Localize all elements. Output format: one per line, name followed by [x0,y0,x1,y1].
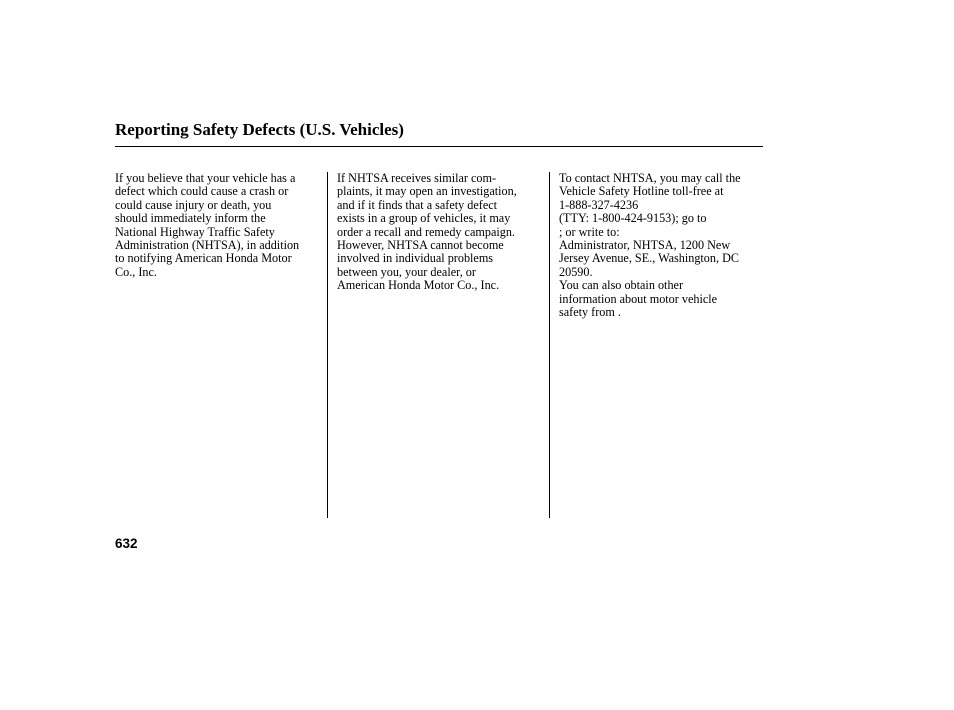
column-3 [559,172,763,319]
paragraph: If you believe that your vehicle has a defect which could cause a crash or could cause injury or death, you should immediately inform the National Highway Traffic Safety Administration (NHTSA), in addition to notifying American Honda Motor Co., Inc. [115,171,300,279]
column-1 [115,172,323,279]
page-number: 632 [115,536,138,551]
paragraph: You can also obtain other information about motor vehicle safety from . [559,278,718,320]
column-2 [337,172,543,293]
title-divider [115,146,763,147]
page-title: Reporting Safety Defects (U.S. Vehicles) [115,120,404,139]
paragraph: To contact NHTSA, you may call the Vehicle Safety Hotline toll-free at 1-888-327-4236 (TTY: 1-800-424-9153); go to ; or write to: Administrator, NHTSA, 1200 New Jersey Avenue, SE., Washington, DC 20590. [559,171,741,279]
column-divider-1 [327,172,328,518]
column-divider-2 [549,172,550,518]
paragraph: If NHTSA receives similar com- plaints, it may open an investigation, and if it finds that a safety defect exists in a group of vehicles, it may order a recall and remedy campaign. However, NHTSA cannot become involved in individual problems between you, your dealer, or American Honda Motor Co., Inc. [337,171,517,293]
